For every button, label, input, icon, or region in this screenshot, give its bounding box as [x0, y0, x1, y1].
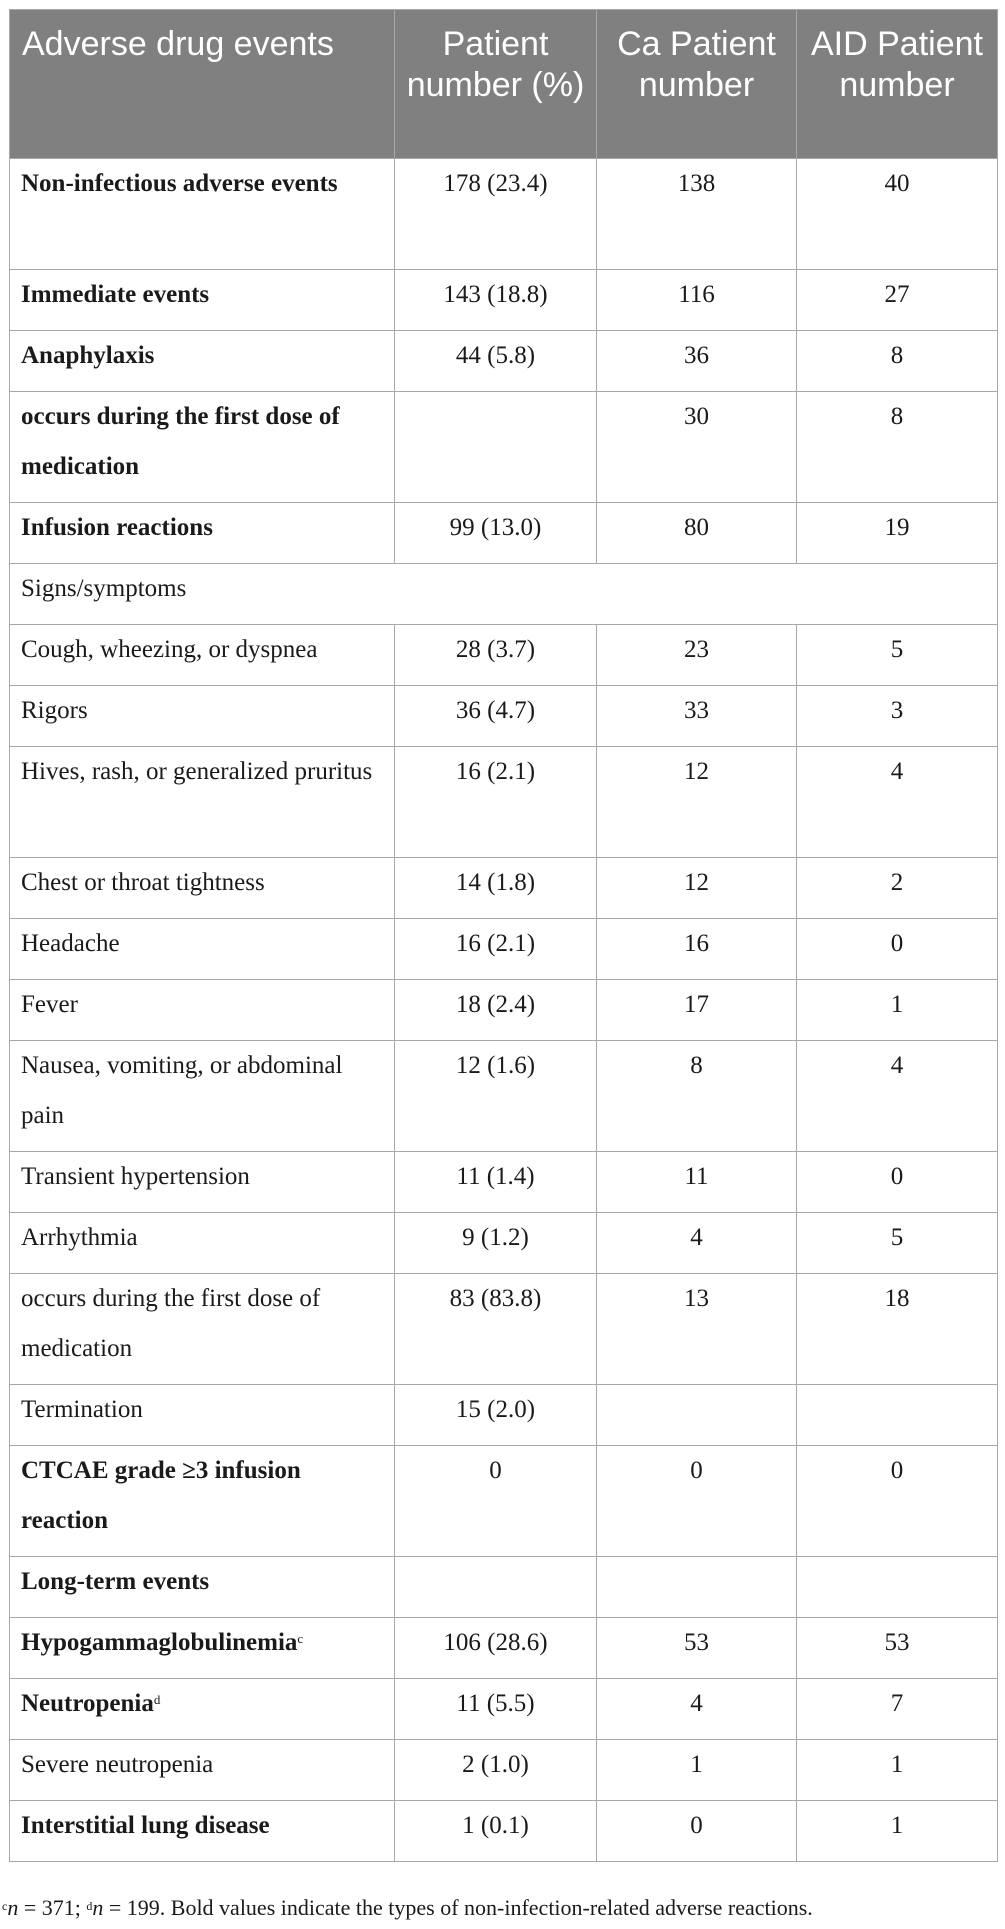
patient-number-cell	[395, 392, 597, 503]
row-label-cell	[10, 1740, 395, 1801]
aid-patient-cell: 4	[797, 747, 998, 858]
ca-patient-cell: 0	[597, 1801, 797, 1862]
row-label: Anaphylaxis	[21, 342, 155, 369]
aid-patient-cell: 0	[797, 1152, 998, 1213]
table-row	[10, 858, 998, 919]
table-row	[10, 331, 998, 392]
patient-number-cell: 28 (3.7)	[395, 625, 597, 686]
row-label: Hypogammaglobulinemia	[21, 1629, 298, 1656]
aid-patient-cell	[797, 1385, 998, 1446]
row-label: Infusion reactions	[21, 514, 213, 541]
aid-patient-cell: 1	[797, 1740, 998, 1801]
patient-number-cell: 178 (23.4)	[395, 159, 597, 270]
table-row	[10, 1446, 998, 1557]
row-label: Cough, wheezing, or dyspnea	[21, 636, 318, 663]
header-aid-patient-number: AID Patient number	[797, 10, 998, 159]
table-row	[10, 686, 998, 747]
ca-patient-cell: 80	[597, 503, 797, 564]
table-body	[10, 159, 998, 1862]
ca-patient-cell: 116	[597, 270, 797, 331]
table-row	[10, 980, 998, 1041]
row-label-footnote-mark: c	[297, 1631, 304, 1646]
row-label: Termination	[21, 1396, 143, 1423]
ca-patient-cell: 11	[597, 1152, 797, 1213]
ca-patient-cell: 138	[597, 159, 797, 270]
row-label: Non-infectious adverse events	[21, 170, 338, 197]
row-label: Signs/symptoms	[21, 575, 187, 602]
ca-patient-cell: 30	[597, 392, 797, 503]
row-label-cell	[10, 1801, 395, 1862]
patient-number-cell: 0	[395, 1446, 597, 1557]
patient-number-cell: 14 (1.8)	[395, 858, 597, 919]
row-label-cell	[10, 392, 395, 503]
aid-patient-cell: 1	[797, 980, 998, 1041]
patient-number-cell: 11 (5.5)	[395, 1679, 597, 1740]
table-row	[10, 392, 998, 503]
row-label-cell	[10, 1385, 395, 1446]
ca-patient-cell: 4	[597, 1213, 797, 1274]
ca-patient-cell: 33	[597, 686, 797, 747]
row-label-cell	[10, 919, 395, 980]
ca-patient-cell: 0	[597, 1446, 797, 1557]
table-row	[10, 625, 998, 686]
row-label-cell	[10, 564, 998, 625]
footnote-mark-c: c	[2, 1899, 8, 1913]
table-row	[10, 1041, 998, 1152]
row-label: Neutropenia	[21, 1690, 154, 1717]
patient-number-cell: 106 (28.6)	[395, 1618, 597, 1679]
aid-patient-cell: 7	[797, 1679, 998, 1740]
patient-number-cell: 99 (13.0)	[395, 503, 597, 564]
table-row	[10, 1274, 998, 1385]
aid-patient-cell: 1	[797, 1801, 998, 1862]
table-footnote	[2, 1893, 813, 1923]
row-label-cell	[10, 980, 395, 1041]
header-adverse-drug-events: Adverse drug events	[10, 10, 395, 159]
footnote-c-text: = 371;	[18, 1895, 87, 1920]
ca-patient-cell: 13	[597, 1274, 797, 1385]
row-label: Immediate events	[21, 281, 210, 308]
footnote-d-text: = 199. Bold values indicate the types of non-infection-related adverse reactions.	[103, 1895, 813, 1920]
row-label-cell	[10, 1446, 395, 1557]
patient-number-cell: 143 (18.8)	[395, 270, 597, 331]
row-label: occurs during the first dose of medication	[21, 403, 340, 480]
row-label-cell	[10, 858, 395, 919]
footnote-var-n: n	[7, 1895, 19, 1920]
aid-patient-cell: 3	[797, 686, 998, 747]
table-row	[10, 159, 998, 270]
ca-patient-cell: 23	[597, 625, 797, 686]
ca-patient-cell: 36	[597, 331, 797, 392]
patient-number-cell: 11 (1.4)	[395, 1152, 597, 1213]
row-label: CTCAE grade ≥3 infusion reaction	[21, 1457, 301, 1534]
aid-patient-cell: 27	[797, 270, 998, 331]
ca-patient-cell	[597, 1557, 797, 1618]
table-row	[10, 747, 998, 858]
row-label: Fever	[21, 991, 78, 1018]
aid-patient-cell: 53	[797, 1618, 998, 1679]
header-row	[10, 10, 998, 159]
table-row	[10, 1618, 998, 1679]
patient-number-cell: 16 (2.1)	[395, 919, 597, 980]
patient-number-cell: 12 (1.6)	[395, 1041, 597, 1152]
table-row	[10, 1679, 998, 1740]
row-label: Headache	[21, 930, 120, 957]
row-label-cell	[10, 1152, 395, 1213]
row-label-cell	[10, 1274, 395, 1385]
row-label: Nausea, vomiting, or abdominal pain	[21, 1052, 343, 1129]
header-ca-patient-number: Ca Patient number	[597, 10, 797, 159]
ca-patient-cell: 16	[597, 919, 797, 980]
row-label-cell	[10, 1679, 395, 1740]
table-header	[10, 10, 998, 159]
ca-patient-cell: 12	[597, 747, 797, 858]
row-label: Long-term events	[21, 1568, 210, 1595]
row-label: Rigors	[21, 697, 88, 724]
ca-patient-cell: 12	[597, 858, 797, 919]
aid-patient-cell: 4	[797, 1041, 998, 1152]
aid-patient-cell: 8	[797, 392, 998, 503]
row-label-cell	[10, 747, 395, 858]
aid-patient-cell: 8	[797, 331, 998, 392]
row-label-cell	[10, 159, 395, 270]
patient-number-cell: 16 (2.1)	[395, 747, 597, 858]
patient-number-cell: 18 (2.4)	[395, 980, 597, 1041]
patient-number-cell: 15 (2.0)	[395, 1385, 597, 1446]
patient-number-cell: 44 (5.8)	[395, 331, 597, 392]
row-label-cell	[10, 1213, 395, 1274]
row-label: occurs during the first dose of medication	[21, 1285, 321, 1362]
row-label-footnote-mark: d	[153, 1692, 161, 1707]
patient-number-cell: 36 (4.7)	[395, 686, 597, 747]
footnote-var-n-2: n	[92, 1895, 104, 1920]
row-label-cell	[10, 1041, 395, 1152]
header-patient-number-percent: Patient number (%)	[395, 10, 597, 159]
ca-patient-cell: 1	[597, 1740, 797, 1801]
row-label: Transient hypertension	[21, 1163, 250, 1190]
row-label: Chest or throat tightness	[21, 869, 265, 896]
aid-patient-cell: 0	[797, 1446, 998, 1557]
row-label-cell	[10, 625, 395, 686]
table-row	[10, 503, 998, 564]
row-label: Hives, rash, or generalized pruritus	[21, 758, 373, 785]
row-label: Interstitial lung disease	[21, 1812, 270, 1839]
table-row	[10, 1740, 998, 1801]
patient-number-cell: 9 (1.2)	[395, 1213, 597, 1274]
patient-number-cell: 83 (83.8)	[395, 1274, 597, 1385]
row-label-cell	[10, 1618, 395, 1679]
table-row	[10, 564, 998, 625]
ca-patient-cell: 53	[597, 1618, 797, 1679]
row-label-cell	[10, 270, 395, 331]
row-label-cell	[10, 331, 395, 392]
aid-patient-cell: 0	[797, 919, 998, 980]
table-row	[10, 1152, 998, 1213]
patient-number-cell	[395, 1557, 597, 1618]
aid-patient-cell: 19	[797, 503, 998, 564]
patient-number-cell: 1 (0.1)	[395, 1801, 597, 1862]
aid-patient-cell: 40	[797, 159, 998, 270]
ca-patient-cell: 8	[597, 1041, 797, 1152]
row-label: Severe neutropenia	[21, 1751, 214, 1778]
table-row	[10, 919, 998, 980]
table-row	[10, 1385, 998, 1446]
table-row	[10, 1801, 998, 1862]
aid-patient-cell: 5	[797, 1213, 998, 1274]
aid-patient-cell: 5	[797, 625, 998, 686]
aid-patient-cell	[797, 1557, 998, 1618]
row-label: Arrhythmia	[21, 1224, 138, 1251]
table-row	[10, 1557, 998, 1618]
table-row	[10, 1213, 998, 1274]
footnote-mark-d: d	[86, 1899, 93, 1913]
row-label-cell	[10, 1557, 395, 1618]
adverse-events-table	[9, 9, 998, 1862]
table-row	[10, 270, 998, 331]
row-label-cell	[10, 503, 395, 564]
aid-patient-cell: 2	[797, 858, 998, 919]
aid-patient-cell: 18	[797, 1274, 998, 1385]
patient-number-cell: 2 (1.0)	[395, 1740, 597, 1801]
ca-patient-cell: 17	[597, 980, 797, 1041]
ca-patient-cell: 4	[597, 1679, 797, 1740]
row-label-cell	[10, 686, 395, 747]
ca-patient-cell	[597, 1385, 797, 1446]
